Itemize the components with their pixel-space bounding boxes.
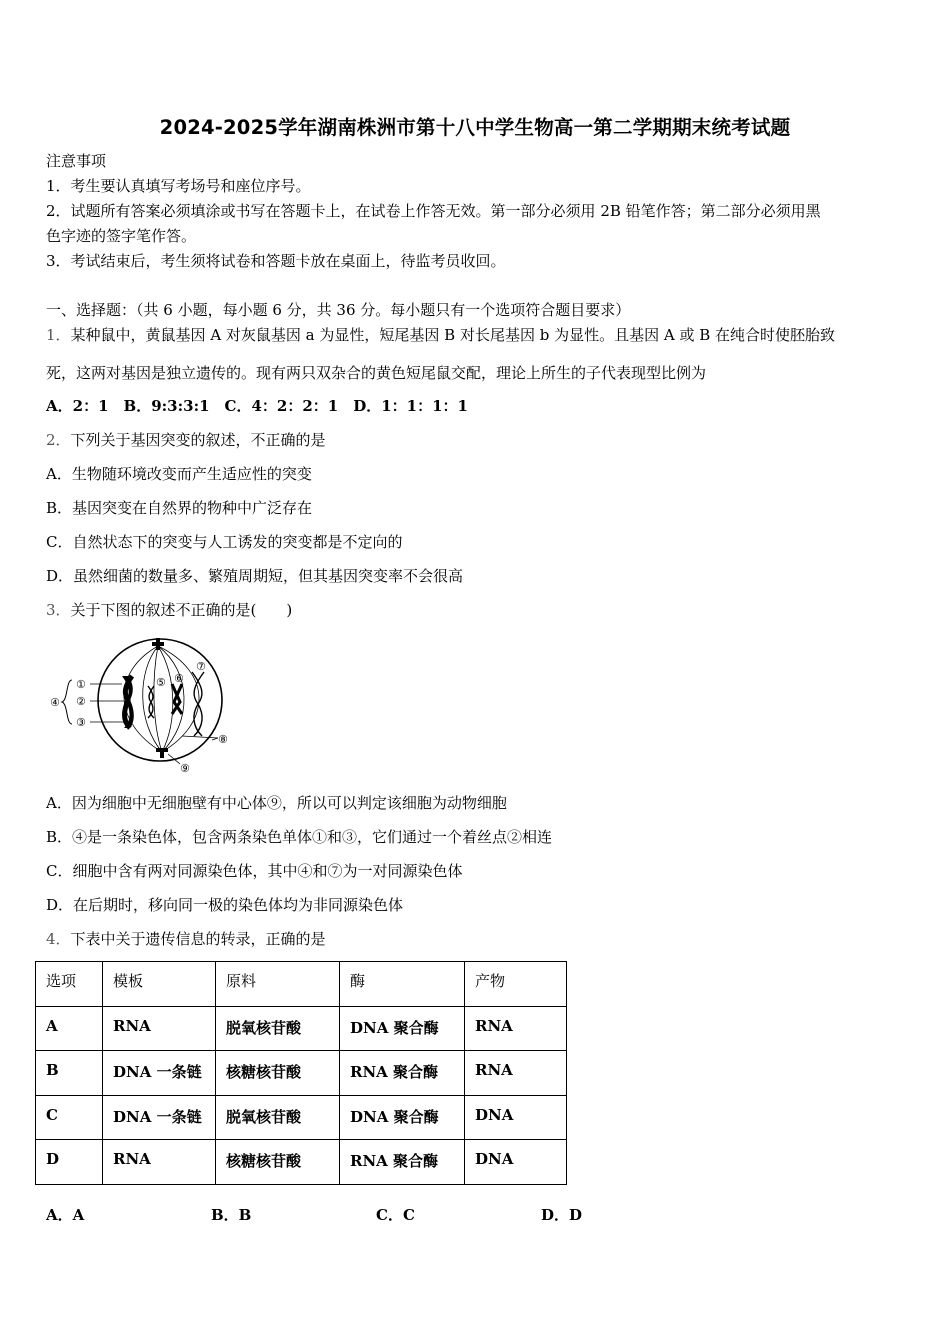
table-cell: DNA — [465, 1095, 567, 1140]
question-1-line-1 — [46, 325, 835, 345]
table-cell: 脱氧核苷酸 — [216, 1095, 340, 1140]
notice-item: 2．试题所有答案必须填涂或书写在答题卡上，在试卷上作答无效。第一部分必须用 2B 铅笔作答；第二部分必须用黑 — [46, 202, 821, 220]
option-d: D．虽然细菌的数量多、繁殖周期短，但其基因突变率不会很高 — [46, 567, 464, 585]
question-number: 3． — [46, 601, 71, 619]
label-8: ⑧ — [218, 733, 228, 746]
page-title: 2024-2025学年湖南株洲市第十八中学生物高一第二学期期末统考试题 — [159, 116, 791, 139]
option-a: A．因为细胞中无细胞壁有中心体⑨，所以可以判定该细胞为动物细胞 — [46, 794, 507, 812]
label-9: ⑨ — [180, 762, 190, 775]
cell-division-figure — [42, 632, 242, 777]
table-cell: DNA 一条链 — [103, 1051, 216, 1096]
table-cell: 脱氧核苷酸 — [216, 1006, 340, 1051]
question-number: 1． — [46, 326, 71, 344]
table-cell: DNA — [465, 1140, 567, 1185]
cell-membrane — [98, 639, 222, 761]
transcription-table — [35, 961, 567, 1185]
question-text: 下表中关于遗传信息的转录，正确的是 — [70, 930, 326, 948]
table-header: 原料 — [216, 962, 340, 1007]
table-cell: RNA — [465, 1006, 567, 1051]
label-6: ⑥ — [174, 672, 184, 685]
section-heading: 一、选择题：（共 6 小题，每小题 6 分，共 36 分。每小题只有一个选项符合题目要求） — [46, 301, 631, 319]
table-header: 酶 — [340, 962, 465, 1007]
table-cell: DNA 聚合酶 — [340, 1006, 465, 1051]
notice-heading: 注意事项 — [46, 152, 107, 170]
answer-option-c: C．C — [376, 1206, 415, 1224]
option-c: C．自然状态下的突变与人工诱发的突变都是不定向的 — [46, 533, 403, 551]
notice-item: 色字迹的签字笔作答。 — [46, 227, 197, 245]
table-header: 模板 — [103, 962, 216, 1007]
question-1-options: A．2：1 B．9:3:3:1 C．4：2：2：1 D．1：1：1：1 — [46, 397, 468, 415]
table-row — [36, 1095, 567, 1140]
table-cell: C — [36, 1095, 103, 1140]
table-header: 选项 — [36, 962, 103, 1007]
table-cell: DNA 一条链 — [103, 1095, 216, 1140]
centrosome-bottom — [156, 748, 168, 758]
table-cell: 核糖核苷酸 — [216, 1051, 340, 1096]
table-header: 产物 — [465, 962, 567, 1007]
option-c: C．细胞中含有两对同源染色体，其中④和⑦为一对同源染色体 — [46, 862, 463, 880]
answer-option-b: B．B — [211, 1206, 252, 1224]
option-b: B．④是一条染色体，包含两条染色单体①和③，它们通过一个着丝点②相连 — [46, 828, 553, 846]
table-cell: RNA 聚合酶 — [340, 1140, 465, 1185]
label-2: ② — [76, 695, 86, 708]
table-cell: RNA — [103, 1140, 216, 1185]
table-cell: DNA 聚合酶 — [340, 1095, 465, 1140]
table-row — [36, 1051, 567, 1096]
notice-item: 3．考试结束后，考生须将试卷和答题卡放在桌面上，待监考员收回。 — [46, 252, 506, 270]
label-7: ⑦ — [196, 660, 206, 673]
question-2-stem — [46, 430, 326, 450]
option-b: B．基因突变在自然界的物种中广泛存在 — [46, 499, 313, 517]
table-cell: A — [36, 1006, 103, 1051]
option-a: A．生物随环境改变而产生适应性的突变 — [46, 465, 312, 483]
chromosome-5 — [148, 686, 154, 718]
label-3: ③ — [76, 716, 86, 729]
chromosome-7 — [192, 672, 204, 736]
question-1-line-2: 死，这两对基因是独立遗传的。现有两只双杂合的黄色短尾鼠交配，理论上所生的子代表现型比例为 — [46, 364, 707, 382]
chromosome-6 — [172, 684, 182, 714]
notice-item: 1．考生要认真填写考场号和座位序号。 — [46, 177, 311, 195]
question-3-stem — [46, 600, 292, 620]
question-text: 关于下图的叙述不正确的是( ) — [70, 601, 293, 619]
question-text: 某种鼠中，黄鼠基因 A 对灰鼠基因 a 为显性，短尾基因 B 对长尾基因 b 为显性。且基因 A 或 B 在纯合时使胚胎致 — [70, 326, 836, 344]
label-1: ① — [76, 678, 86, 691]
table-cell: 核糖核苷酸 — [216, 1140, 340, 1185]
answer-option-d: D．D — [541, 1206, 583, 1224]
question-number: 2． — [46, 431, 71, 449]
label-4: ④ — [50, 696, 60, 709]
table-cell: RNA — [465, 1051, 567, 1096]
label-5: ⑤ — [156, 676, 166, 689]
table-row — [36, 1006, 567, 1051]
table-cell: RNA — [103, 1006, 216, 1051]
table-cell: B — [36, 1051, 103, 1096]
table-cell: D — [36, 1140, 103, 1185]
question-text: 下列关于基因突变的叙述，不正确的是 — [70, 431, 326, 449]
table-cell: RNA 聚合酶 — [340, 1051, 465, 1096]
question-number: 4． — [46, 930, 71, 948]
option-d: D．在后期时，移向同一极的染色体均为非同源染色体 — [46, 896, 404, 914]
table-header-row — [36, 962, 567, 1007]
question-4-stem — [46, 929, 326, 949]
table-row — [36, 1140, 567, 1185]
answer-option-a: A．A — [46, 1206, 85, 1224]
